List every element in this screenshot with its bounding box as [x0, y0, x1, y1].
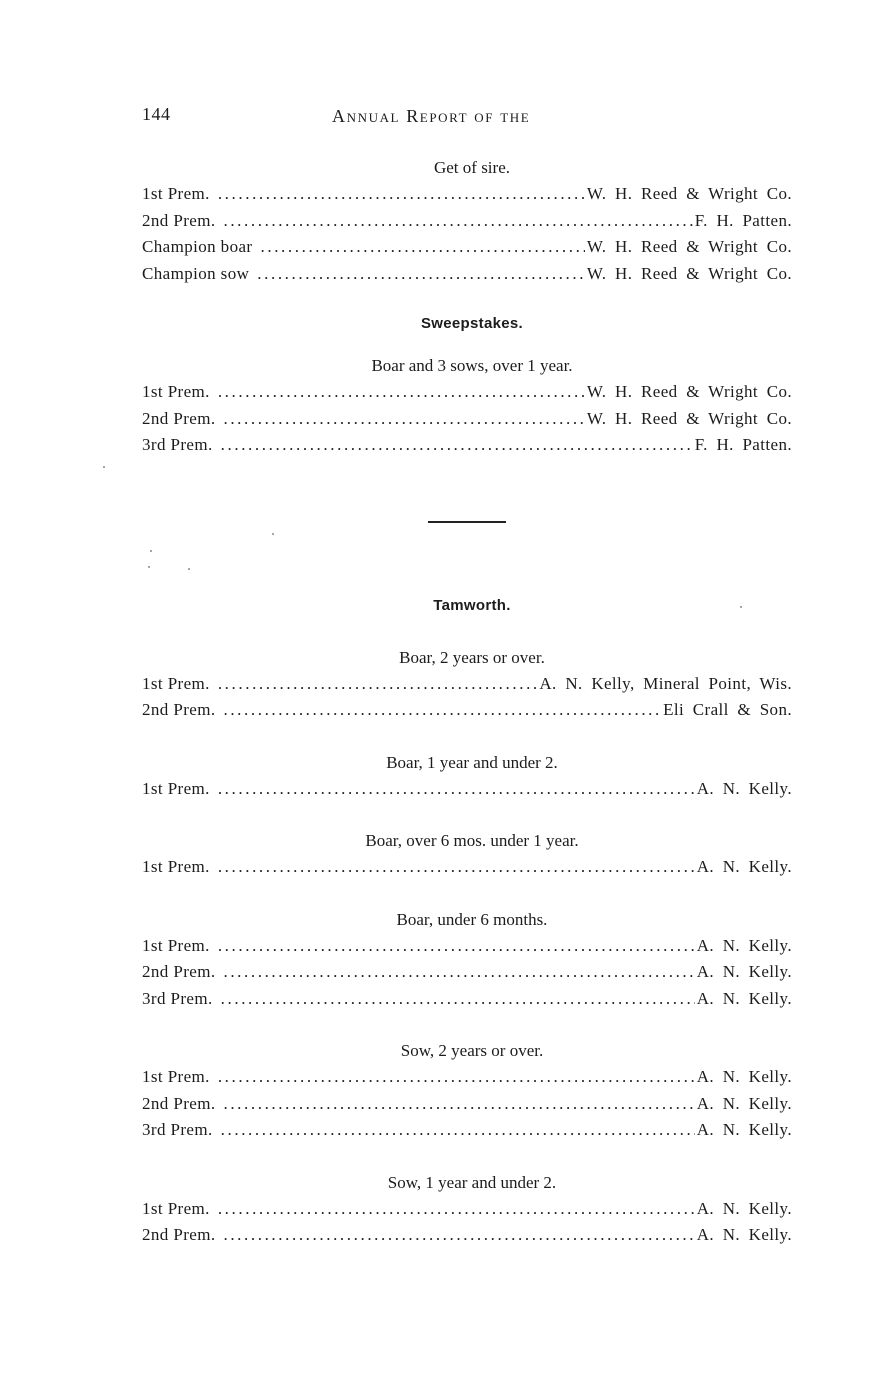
scan-speck: [272, 533, 274, 535]
award-winner: A. N. Kelly.: [696, 935, 792, 955]
award-label: 1st Prem.: [142, 184, 210, 203]
award-label: 1st Prem.: [142, 1067, 210, 1086]
award-label: 3rd Prem.: [142, 435, 213, 454]
dot-leader: [223, 1091, 694, 1118]
list-item: [142, 959, 792, 986]
section-title-get-of-sire: Get of sire.: [433, 158, 510, 177]
list-item: [142, 234, 792, 261]
scan-speck: [103, 466, 105, 468]
dot-leader: [218, 379, 585, 406]
boar-2-years-list: [142, 671, 792, 724]
scan-speck: [150, 550, 152, 552]
award-label: 2nd Prem.: [142, 700, 216, 719]
award-label: 2nd Prem.: [142, 408, 216, 428]
section-heading-sweepstakes: Sweepstakes.: [421, 315, 523, 332]
running-title: Annual Report of the: [332, 106, 531, 126]
award-winner: A. N. Kelly.: [696, 1198, 792, 1218]
dot-leader: [218, 671, 538, 698]
award-label: 1st Prem.: [142, 778, 210, 798]
list-item: [142, 854, 792, 881]
list-item: [142, 697, 792, 724]
scan-speck: [740, 606, 742, 608]
award-label: 2nd Prem.: [142, 1093, 216, 1113]
dot-leader: [261, 234, 585, 261]
sow-2-years-list: [142, 1064, 792, 1144]
list-item: [142, 432, 792, 459]
list-item: [142, 776, 792, 803]
award-label: 3rd Prem.: [142, 1120, 213, 1139]
class-title-sow-2-years: Sow, 2 years or over.: [400, 1041, 544, 1060]
dot-leader: [221, 1117, 695, 1144]
list-item: [142, 1064, 792, 1091]
award-winner: W. H. Reed & Wright Co.: [586, 382, 792, 401]
sweepstakes-list: [142, 379, 792, 459]
boar-under-6-list: [142, 933, 792, 1013]
award-winner: F. H. Patten.: [694, 435, 792, 454]
list-item: [142, 261, 792, 288]
section-title-boar-and-sows: Boar and 3 sows, over 1 year.: [371, 356, 573, 375]
dot-leader: [223, 959, 694, 986]
dot-leader: [218, 1064, 695, 1091]
award-label: Champion sow: [142, 263, 250, 283]
award-label: 1st Prem.: [142, 935, 210, 955]
award-label: 1st Prem.: [142, 857, 210, 876]
boar-1-year-list: [142, 776, 792, 803]
award-label: 1st Prem.: [142, 1198, 210, 1218]
award-label: 2nd Prem.: [142, 962, 216, 981]
dot-leader: [218, 1196, 695, 1223]
dot-leader: [218, 854, 695, 881]
award-label: 1st Prem.: [142, 382, 210, 401]
sow-1-year-list: [142, 1196, 792, 1249]
award-label: 2nd Prem.: [142, 1225, 216, 1244]
award-label: 3rd Prem.: [142, 988, 213, 1008]
scan-speck: [148, 566, 150, 568]
class-title-boar-2-years: Boar, 2 years or over.: [399, 647, 545, 667]
list-item: [142, 933, 792, 960]
dot-leader: [218, 776, 695, 803]
list-item: [142, 986, 792, 1013]
page-number: 144: [142, 104, 171, 124]
award-winner: W. H. Reed & Wright Co.: [586, 184, 792, 203]
list-item: [142, 671, 792, 698]
award-winner: A. N. Kelly.: [696, 1225, 792, 1244]
dot-leader: [223, 406, 584, 433]
page-header: [142, 104, 792, 128]
award-winner: Eli Crall & Son.: [663, 700, 792, 719]
list-item: [142, 1196, 792, 1223]
list-item: [142, 1222, 792, 1249]
award-winner: W. H. Reed & Wright Co.: [586, 408, 792, 428]
award-winner: A. N. Kelly.: [696, 1120, 792, 1139]
dot-leader: [223, 697, 661, 724]
award-label: 1st Prem.: [142, 673, 210, 693]
scan-speck: [188, 568, 190, 570]
award-winner: F. H. Patten.: [694, 210, 792, 230]
award-winner: A. N. Kelly.: [696, 988, 792, 1008]
dot-leader: [221, 986, 695, 1013]
class-title-boar-1-year: Boar, 1 year and under 2.: [386, 752, 558, 772]
award-winner: A. N. Kelly.: [696, 1093, 792, 1113]
list-item: [142, 208, 792, 235]
award-winner: A. N. Kelly.: [696, 1067, 792, 1086]
dot-leader: [257, 261, 585, 288]
award-label: Champion boar: [142, 237, 253, 256]
section-divider: [428, 521, 506, 523]
list-item: [142, 1117, 792, 1144]
dot-leader: [223, 208, 692, 235]
list-item: [142, 181, 792, 208]
award-label: 2nd Prem.: [142, 210, 216, 230]
get-of-sire-list: [142, 181, 792, 287]
award-winner: A. N. Kelly, Mineral Point, Wis.: [539, 673, 792, 693]
class-title-boar-under-6: Boar, under 6 months.: [396, 909, 548, 929]
award-winner: W. H. Reed & Wright Co.: [586, 237, 792, 256]
page-content: [142, 155, 792, 1249]
section-heading-tamworth: Tamworth.: [433, 596, 511, 614]
class-title-sow-1-year: Sow, 1 year and under 2.: [387, 1172, 557, 1192]
dot-leader: [223, 1222, 694, 1249]
class-title-boar-6-mos: Boar, over 6 mos. under 1 year.: [365, 831, 579, 850]
dot-leader: [218, 181, 585, 208]
list-item: [142, 406, 792, 433]
dot-leader: [218, 933, 695, 960]
boar-6-mos-list: [142, 854, 792, 881]
award-winner: A. N. Kelly.: [696, 857, 792, 876]
award-winner: A. N. Kelly.: [696, 778, 792, 798]
dot-leader: [221, 432, 693, 459]
list-item: [142, 379, 792, 406]
award-winner: A. N. Kelly.: [696, 962, 792, 981]
list-item: [142, 1091, 792, 1118]
award-winner: W. H. Reed & Wright Co.: [586, 263, 792, 283]
